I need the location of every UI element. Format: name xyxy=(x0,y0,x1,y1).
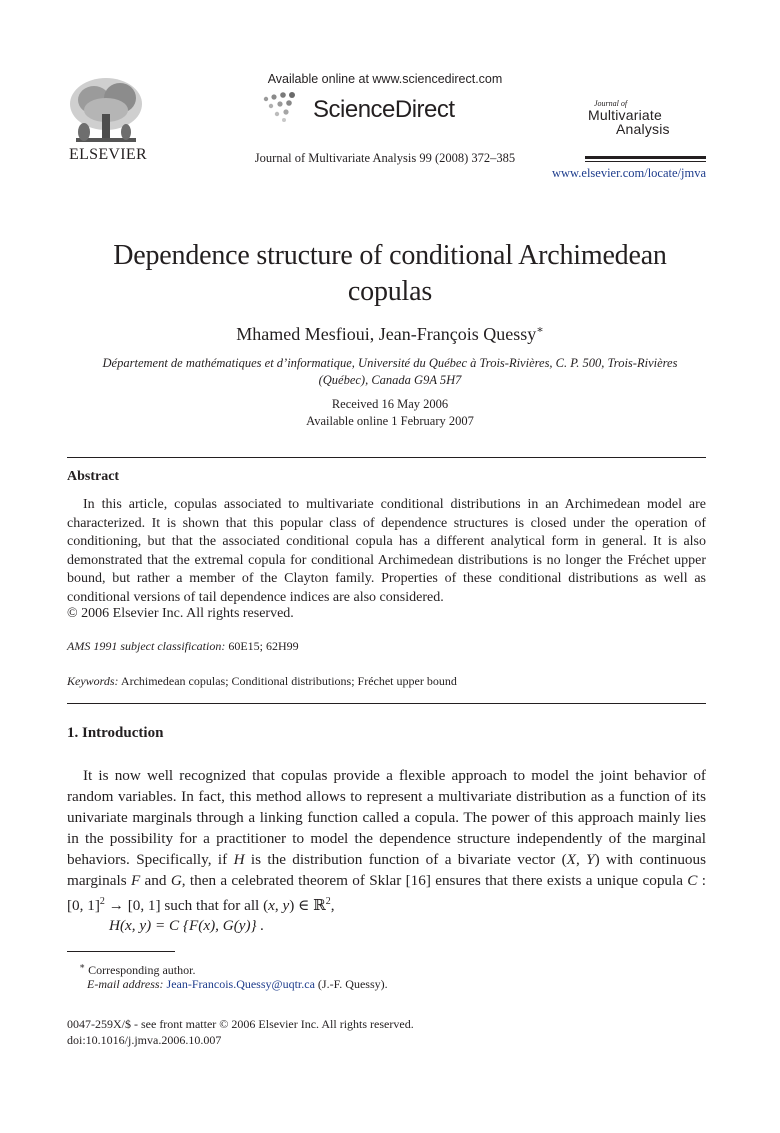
intro-text: is the distribution function of a bivariate vector ( xyxy=(244,851,567,868)
journal-url-link[interactable]: www.elsevier.com/locate/jmva xyxy=(552,166,706,180)
journal-logo-line1: Multivariate xyxy=(588,107,662,123)
journal-citation: Journal of Multivariate Analysis 99 (2008) 372–385 xyxy=(254,151,516,165)
footnote-mark: ∗ xyxy=(79,961,86,971)
math-var: y xyxy=(282,897,290,915)
email-link[interactable]: Jean-Francois.Quessy@uqtr.ca xyxy=(166,977,315,991)
abstract-heading: Abstract xyxy=(67,469,120,484)
publisher-name: ELSEVIER xyxy=(69,146,147,163)
journal-logo-small: Journal of xyxy=(594,99,628,108)
intro-text: and xyxy=(140,872,171,889)
keywords xyxy=(67,674,457,689)
abstract-bottom-rule xyxy=(67,703,706,704)
math-var: Y xyxy=(586,851,595,868)
math-var: C xyxy=(687,872,698,889)
intro-text: , xyxy=(575,851,587,868)
intro-text: ) with continuous marginals xyxy=(67,851,707,889)
math-var: G xyxy=(170,872,182,889)
intro-text: → [0, 1] such that for all ( xyxy=(104,897,269,915)
journal-logo-line2: Analysis xyxy=(616,121,670,137)
affiliation xyxy=(70,355,710,388)
intro-text: It is now well recognized that copulas provide a flexible approach to model the joint behavior of random variables. In fact, this method allows to represent a multivariate distribution as a function of its univariate marginals through a linking function called a copula. The power of this approach mainly lies in the possibility for a practitioner to model the dependence structure independently of the marginal behaviors. Specifically, if xyxy=(67,767,706,868)
intro-text: , xyxy=(330,897,335,915)
abstract-copyright: © 2006 Elsevier Inc. All rights reserved. xyxy=(67,606,294,621)
ams-classification xyxy=(67,639,299,654)
doi-line[interactable]: doi:10.1016/j.jmva.2006.10.007 xyxy=(67,1033,222,1047)
abstract-text: In this article, copulas associated to multivariate conditional distributions in an Archimedean model are characterized. It is shown that this popular class of dependence structures is closed under the operation of conditioning, but that the associated conditional copula has a different analytical form in general. It is also demonstrated that the extremal copula for conditional Archimedean distributions is no longer the Fréchet upper bound, but rather a member of the Clayton family. Properties of these conditional distributions as well as conditional versions of tail dependence indices are also considered. xyxy=(67,497,706,605)
intro-text: ) ∈ ℝ xyxy=(289,897,326,915)
superscript: 2 xyxy=(325,896,331,907)
affiliation-line-1: Département de mathématiques et d’informatique, Université du Québec à Trois-Rivières, C. P. 500, Trois-Rivières xyxy=(102,356,678,370)
introduction-paragraph xyxy=(67,765,706,916)
received-date: Received 16 May 2006 xyxy=(331,397,449,411)
affiliation-line-2: (Québec), Canada G9A 5H7 xyxy=(318,372,462,387)
abstract-body xyxy=(67,496,706,607)
math-var: H xyxy=(233,851,245,868)
email-label: E-mail address: xyxy=(87,977,164,991)
math-var: F xyxy=(130,872,141,889)
sciencedirect-wordmark: ScienceDirect xyxy=(313,96,455,123)
footnote-rule xyxy=(67,951,175,952)
article-dates xyxy=(60,396,720,430)
available-date: Available online 1 February 2007 xyxy=(306,414,474,428)
superscript: 2 xyxy=(99,896,105,907)
header-rule-thin xyxy=(585,161,706,162)
journal-logo xyxy=(588,100,708,136)
footnote-corresponding xyxy=(79,961,195,978)
footnote-email xyxy=(87,977,388,992)
issn-line: 0047-259X/$ - see front matter © 2006 Elsevier Inc. All rights reserved. xyxy=(67,1017,414,1031)
corresponding-author-mark[interactable]: ∗ xyxy=(536,324,544,336)
equation-text: H(x, y) = C {F(x), G(y)} . xyxy=(109,917,265,934)
title-line-1: Dependence structure of conditional Archimedean xyxy=(113,240,667,271)
author-names: Mhamed Mesfioui, Jean-François Quessy xyxy=(236,324,537,344)
title-line-2: copulas xyxy=(347,276,433,307)
article-title xyxy=(60,238,720,310)
equation-sklar xyxy=(109,917,264,935)
math-var: X xyxy=(566,851,576,868)
authors xyxy=(60,323,720,345)
section-heading-introduction: 1. Introduction xyxy=(67,725,164,741)
intro-text: , then a celebrated theorem of Sklar [16] ensures that there exists a unique copula xyxy=(181,872,688,889)
header-rule-thick xyxy=(585,156,706,159)
footnote-corresponding-text: Corresponding author. xyxy=(85,963,196,977)
math-var: x xyxy=(268,897,275,915)
intro-text: : [0, 1] xyxy=(67,872,706,915)
abstract-top-rule xyxy=(67,457,706,458)
keywords-label: Keywords: xyxy=(67,674,119,688)
sciencedirect-dots-icon xyxy=(262,91,296,123)
intro-text: , xyxy=(274,897,283,915)
ams-value: 60E15; 62H99 xyxy=(225,639,299,653)
available-online-text[interactable]: Available online at www.sciencedirect.com xyxy=(267,72,503,86)
email-suffix: (J.-F. Quessy). xyxy=(314,977,388,991)
keywords-value: Archimedean copulas; Conditional distributions; Fréchet upper bound xyxy=(118,674,457,688)
ams-label: AMS 1991 subject classification: xyxy=(67,639,226,653)
